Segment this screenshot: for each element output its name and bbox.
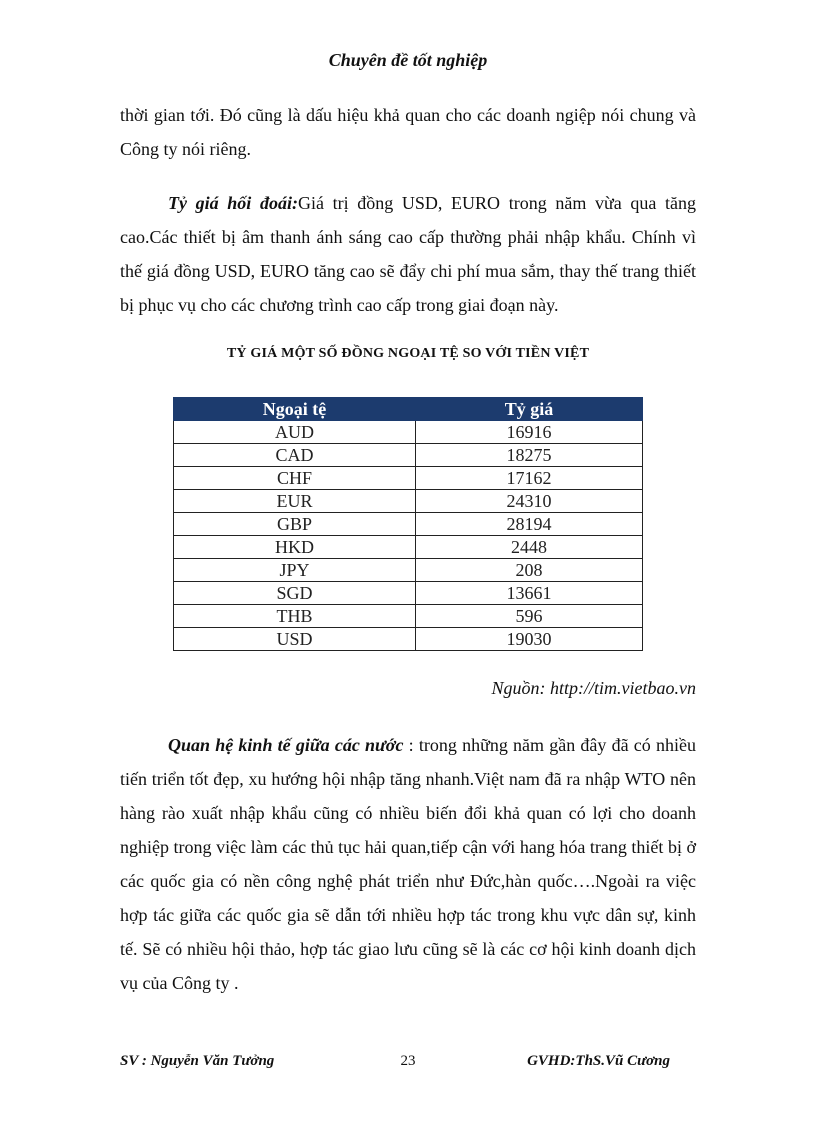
rate-cell: 17162: [416, 467, 643, 490]
paragraph-international-relations-text: : trong những năm gần đây đã có nhiều tiến triển tốt đẹp, xu hướng hội nhập tăng nhanh.Việt nam đã ra nhập WTO nên hàng rào xuất nhập khẩu cũng có nhiều biến đổi khả quan có lợi cho doanh nghiệp trong việc làm các thủ tục hải quan,tiếp cận với hang hóa trang thiết bị ở các quốc gia có nền công nghệ phát triển như Đức,hàn quốc….Ngoài ra việc hợp tác giữa các quốc gia sẽ dẫn tới nhiều hợp tác trong khu vực dân sự, kinh tế. Sẽ có nhiều hội thảo, hợp tác giao lưu cũng sẽ là các cơ hội kinh doanh dịch vụ của Công ty .: [120, 735, 696, 993]
rate-cell: 28194: [416, 513, 643, 536]
paragraph-international-relations: [120, 728, 696, 1000]
table-header-row: [174, 398, 643, 421]
table-row: [174, 490, 643, 513]
footer-page-number: 23: [400, 1053, 416, 1069]
paragraph-exchange-rate-lead: Tỷ giá hối đoái:: [168, 193, 298, 213]
rate-cell: 2448: [416, 536, 643, 559]
column-header-rate: Tỷ giá: [416, 398, 643, 421]
exchange-rate-table: [173, 397, 643, 651]
currency-cell: AUD: [174, 421, 416, 444]
table-row: [174, 605, 643, 628]
table-row: [174, 559, 643, 582]
currency-cell: USD: [174, 628, 416, 651]
currency-cell: THB: [174, 605, 416, 628]
currency-cell: HKD: [174, 536, 416, 559]
rate-cell: 13661: [416, 582, 643, 605]
rate-cell: 596: [416, 605, 643, 628]
table-source-note: Nguồn: http://tim.vietbao.vn: [491, 678, 696, 698]
rate-cell: 24310: [416, 490, 643, 513]
column-header-currency: Ngoại tệ: [174, 398, 416, 421]
currency-cell: GBP: [174, 513, 416, 536]
currency-cell: EUR: [174, 490, 416, 513]
footer-advisor-name: GVHD:ThS.Vũ Cương: [527, 1053, 670, 1069]
currency-cell: SGD: [174, 582, 416, 605]
currency-cell: JPY: [174, 559, 416, 582]
paragraph-intro: [120, 98, 696, 166]
page-footer: [120, 1053, 696, 1077]
table-row: [174, 421, 643, 444]
paragraph-exchange-rate-text: Giá trị đồng USD, EURO trong năm vừa qua tăng cao.Các thiết bị âm thanh ánh sáng cao cấp thường phải nhập khẩu. Chính vì thế giá đồng USD, EURO tăng cao sẽ đẩy chi phí mua sắm, thay thế trang thiết bị phục vụ cho các chương trình cao cấp trong giai đoạn này.: [120, 193, 697, 315]
table-row: [174, 467, 643, 490]
table-row: [174, 513, 643, 536]
table-row: [174, 628, 643, 651]
paragraph-intro-text: thời gian tới. Đó cũng là dấu hiệu khả quan cho các doanh ngiệp nói chung và Công ty nói riêng.: [120, 105, 696, 159]
rate-cell: 16916: [416, 421, 643, 444]
rate-cell: 18275: [416, 444, 643, 467]
currency-cell: CAD: [174, 444, 416, 467]
table-title: TỶ GIÁ MỘT SỐ ĐỒNG NGOẠI TỆ SO VỚI TIỀN VIỆT: [226, 346, 590, 361]
rate-cell: 19030: [416, 628, 643, 651]
paragraph-international-relations-lead: Quan hệ kinh tế giữa các nước: [168, 735, 404, 755]
table-row: [174, 582, 643, 605]
footer-student-name: SV : Nguyễn Văn Tưởng: [120, 1053, 275, 1069]
table-row: [174, 444, 643, 467]
paragraph-exchange-rate: [120, 186, 696, 322]
currency-cell: CHF: [174, 467, 416, 490]
rate-cell: 208: [416, 559, 643, 582]
table-row: [174, 536, 643, 559]
page-header-title: Chuyên đề tốt nghiệp: [328, 50, 488, 70]
